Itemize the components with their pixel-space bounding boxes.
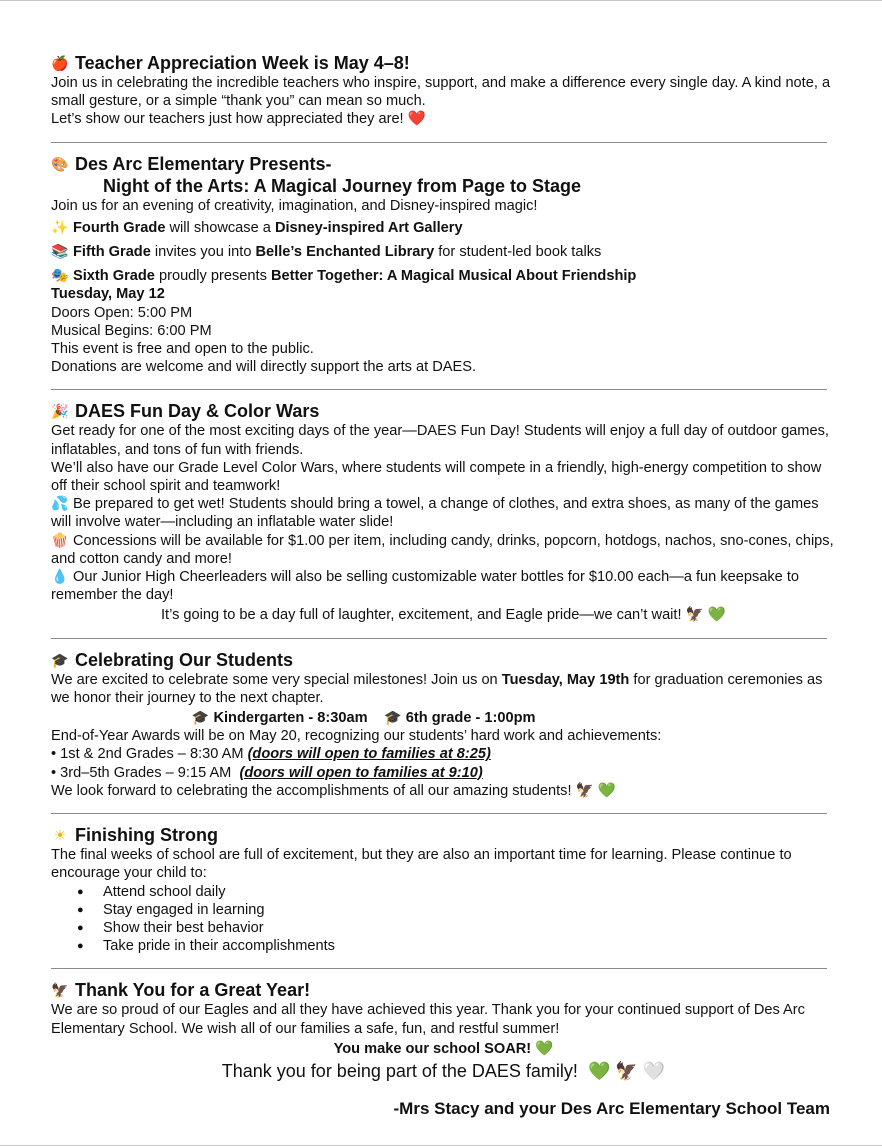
paragraph-text: Concessions will be available for $1.00 per item, including candy, drinks, popcorn, hotdogs, nachos, sno-cones, chips, and cotton candy and more!: [51, 532, 834, 567]
eagle-icon: 🦅: [575, 782, 594, 799]
water-bottle-paragraph: [51, 568, 836, 604]
section-heading: [51, 52, 836, 74]
closing-line: [51, 606, 836, 624]
green-heart-icon: 💚: [707, 607, 727, 624]
section-heading: [51, 649, 836, 671]
paragraph: Join us in celebrating the incredible teachers who inspire, support, and make a difference every single day. A kind note, a small gesture, or a simple “thank you” can mean so much.: [51, 75, 831, 110]
line-text: proudly presents: [154, 268, 271, 285]
graduation-times: [51, 709, 676, 727]
line-text: will showcase a: [165, 219, 275, 236]
line-text: invites you into: [150, 244, 256, 261]
fifth-grade-line: [51, 243, 836, 261]
graduation-cap-icon: 🎓: [384, 709, 402, 726]
graduation-cap-icon: 🎓: [51, 651, 69, 668]
list-item: ● Stay engaged in learning: [103, 901, 836, 919]
grade-label: Sixth Grade: [73, 268, 155, 285]
paragraph-text: Be prepared to get wet! Students should bring a towel, a change of clothes, and extra shoes, as many of the games will involve water—including an inflatable water slide!: [51, 496, 819, 531]
date-text: Tuesday, May 12: [51, 286, 165, 303]
section-heading: [51, 979, 836, 1001]
highlight-text: Better Together: A Magical Musical About Friendship: [270, 268, 637, 285]
eagle-icon: 🦅: [51, 982, 69, 999]
list-item: ● Take pride in their accomplishments: [103, 937, 836, 955]
paragraph-text: Let’s show our teachers just how appreciated they are!: [51, 111, 404, 128]
section-heading: [51, 400, 836, 422]
event-date: [51, 285, 836, 303]
list-item: ● Attend school daily: [103, 883, 836, 901]
section-subheading: [51, 175, 836, 197]
section-divider: [51, 813, 827, 814]
highlight-text: Belle’s Enchanted Library: [255, 244, 435, 261]
heading-text: Thank You for a Great Year!: [75, 980, 311, 1001]
signature: -Mrs Stacy and your Des Arc Elementary School Team: [393, 1098, 830, 1118]
paragraph: The final weeks of school are full of excitement, but they are also an important time for learning. Please continue to encourage your child to:: [51, 847, 792, 882]
awards-line: [51, 764, 836, 782]
thank-you-section: [51, 979, 836, 1118]
popcorn-icon: 🍿: [51, 531, 69, 548]
heading-text: DAES Fun Day & Color Wars: [75, 401, 320, 422]
concessions-paragraph: [51, 532, 836, 568]
highlight-text: Disney-inspired Art Gallery: [274, 219, 463, 236]
doors-time: Doors Open: 5:00 PM: [51, 304, 193, 321]
graduation-cap-icon: 🎓: [191, 709, 210, 726]
heading-text: Des Arc Elementary Presents-: [75, 153, 332, 174]
books-icon: 📚: [51, 243, 69, 260]
celebrating-students-section: [51, 649, 836, 800]
soar-line: [51, 1040, 836, 1058]
heading-text: Finishing Strong: [75, 825, 218, 846]
heading-text: Celebrating Our Students: [75, 649, 294, 670]
sparkles-icon: ✨: [51, 218, 69, 235]
sun-icon: ☀: [53, 827, 67, 844]
closing-line: [51, 782, 836, 800]
palette-icon: 🎨: [51, 155, 69, 172]
paragraph-text: for graduation ceremonies as we honor their journey to the next chapter.: [51, 671, 823, 706]
page-top-border: [0, 0, 882, 1]
sixth-grade-time: 6th grade - 1:00pm: [405, 710, 536, 727]
green-heart-icon: 💚: [535, 1040, 554, 1057]
section-heading: [51, 824, 836, 846]
musical-time: Musical Begins: 6:00 PM: [51, 322, 212, 339]
red-heart-icon: ❤️: [407, 111, 426, 128]
green-heart-icon: 💚: [587, 1060, 611, 1081]
night-of-arts-section: [51, 153, 836, 377]
grade-label: Fourth Grade: [73, 219, 166, 236]
teacher-appreciation-section: [51, 52, 836, 129]
line-text: • 1st & 2nd Grades – 8:30 AM: [51, 746, 248, 763]
fourth-grade-line: [51, 219, 836, 237]
paragraph-text: Our Junior High Cheerleaders will also be selling customizable water bottles for $10.00 each—a fun keepsake to remember the day!: [51, 569, 800, 604]
water-paragraph: [51, 495, 836, 531]
white-heart-icon: 🤍: [642, 1060, 666, 1081]
section-divider: [51, 638, 827, 639]
section-heading: [51, 153, 836, 175]
awards-paragraph: End-of-Year Awards will be on May 20, recognizing our students’ hard work and achievements:: [51, 728, 662, 745]
paragraph: We’ll also have our Grade Level Color Wars, where students will compete in a friendly, high-energy competition to show off their school spirit and teamwork!: [51, 459, 822, 495]
eagle-icon: 🦅: [615, 1060, 638, 1081]
paragraph: This event is free and open to the public.: [51, 341, 314, 358]
doors-note: (doors will open to families at 9:10): [239, 764, 483, 781]
paragraph: Join us for an evening of creativity, imagination, and Disney-inspired magic!: [51, 197, 538, 214]
paragraph: Donations are welcome and will directly support the arts at DAES.: [51, 359, 477, 376]
paragraph-text: We are excited to celebrate some very special milestones! Join us on: [51, 671, 502, 688]
apple-icon: 🍎: [51, 55, 69, 71]
heading-text: Teacher Appreciation Week is May 4–8!: [75, 53, 410, 73]
encouragement-list: [51, 883, 836, 956]
paragraph-text: We look forward to celebrating the accomplishments of all our amazing students!: [51, 782, 572, 799]
paragraph: [51, 671, 836, 707]
list-item: ● Show their best behavior: [103, 919, 836, 937]
section-divider: [51, 968, 827, 969]
section-divider: [51, 142, 827, 143]
paragraph: We are so proud of our Eagles and all they have achieved this year. Thank you for your continued support of Des Arc Elementary School. We wish all of our families a safe, fun, and restful summer!: [51, 1002, 805, 1037]
party-popper-icon: 🎉: [51, 403, 69, 420]
family-line: [51, 1058, 836, 1084]
paragraph: Get ready for one of the most exciting days of the year—DAES Fun Day! Students will enjoy a full day of outdoor games, inflatables, and tons of fun with friends.: [51, 423, 829, 458]
finishing-strong-section: [51, 824, 836, 955]
section-divider: [51, 389, 827, 390]
awards-line: [51, 745, 836, 763]
line-text: • 3rd–5th Grades – 9:15 AM: [51, 764, 240, 781]
family-text: Thank you for being part of the DAES family!: [221, 1060, 578, 1081]
fun-day-section: [51, 400, 836, 624]
green-heart-icon: 💚: [597, 782, 616, 799]
line-text: for student-led book talks: [434, 244, 602, 261]
droplet-icon: 💧: [51, 568, 69, 585]
date-highlight: Tuesday, May 19th: [501, 671, 630, 688]
eagle-icon: 🦅: [685, 607, 704, 624]
paragraph: [51, 110, 836, 128]
subheading-text: Night of the Arts: A Magical Journey from Page to Stage: [103, 175, 582, 196]
kindergarten-time: Kindergarten - 8:30am: [213, 710, 368, 727]
newsletter-page: [51, 52, 836, 1118]
sweat-drops-icon: 💦: [51, 495, 69, 512]
paragraph-text: It’s going to be a day full of laughter, excitement, and Eagle pride—we can’t wait!: [160, 607, 682, 624]
sixth-grade-line: [51, 267, 836, 285]
soar-text: You make our school SOAR!: [333, 1040, 532, 1057]
theater-masks-icon: 🎭: [51, 267, 69, 284]
grade-label: Fifth Grade: [73, 244, 151, 261]
doors-note: (doors will open to families at 8:25): [247, 746, 491, 763]
